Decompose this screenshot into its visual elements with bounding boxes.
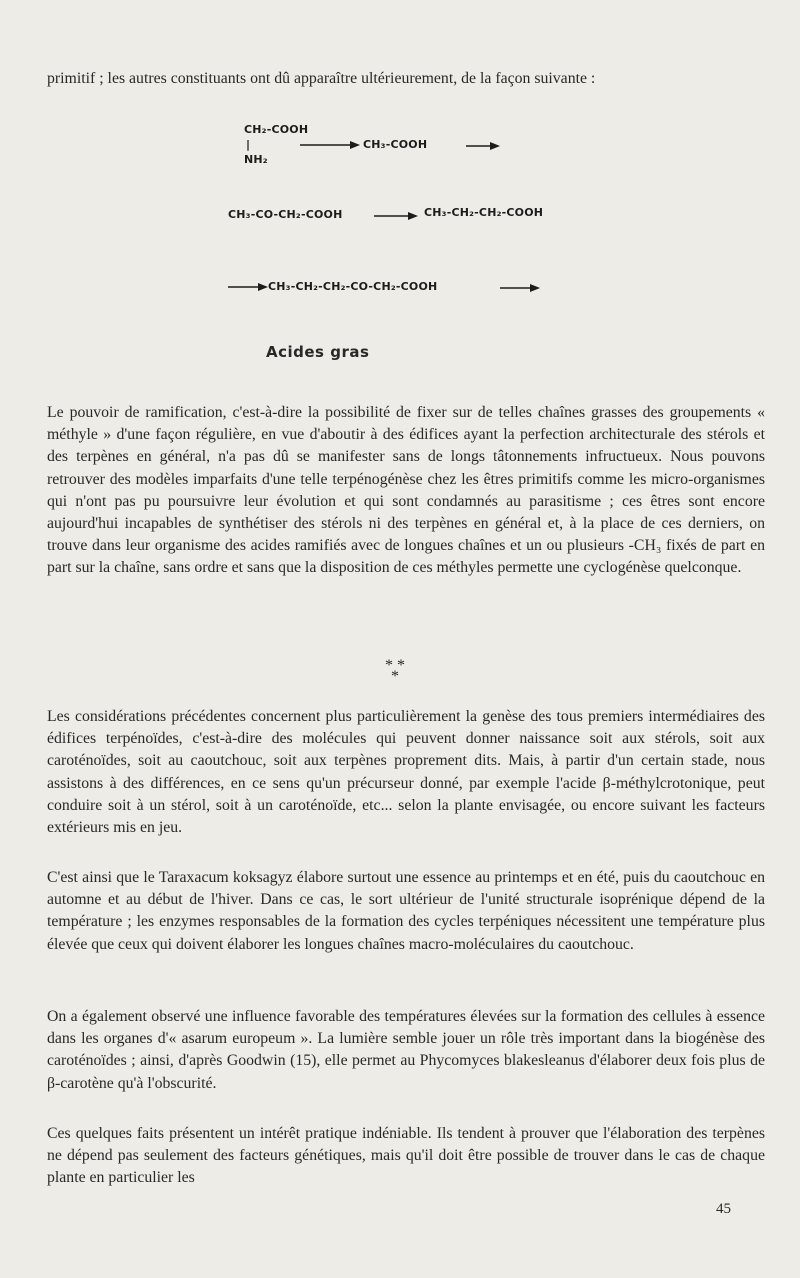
butyric-acid-formula: CH₃-CH₂-CH₂-COOH xyxy=(424,206,544,219)
paragraph-practical-interest: Ces quelques faits présentent un intérêt pratique indéniable. Ils tendent à prouver que l'élaboration des terpènes ne dépend pas seulement des facteurs génétiques, mais qu'il doit être possible de trouver dans le cas de chaque plante en particulier les xyxy=(47,1125,765,1187)
reaction-arrow-3 xyxy=(374,211,418,221)
reaction-arrow-5 xyxy=(500,283,540,293)
reaction-arrow-4 xyxy=(228,282,268,292)
paragraph-temperature-light: On a également observé une influence favorable des températures élevées sur la formation des cellules à essence dans les organes d'« asarum europeum ». La lumière semble jouer un rôle très important dans la biogénèse des caroténoïdes ; ainsi, d'après Goodwin (15), elle permet au Phycomyces blakesleanus d'élaborer deux fois plus de β-carotène qu'à l'obscurité. xyxy=(47,1008,765,1092)
reaction-arrow-2 xyxy=(466,141,500,151)
paragraph-considerations: Les considérations précédentes concernent plus particulièrement la genèse des tous premiers intermédiaires des édifices terpénoïdes, c'est-à-dire des molécules qui peuvent donner naissance soit aux stérols, soit aux caroténoïdes, soit au caoutchouc, soit aux terpènes proprement dits. Mais, à partir d'un certain stade, nous assistons à des différences, en ce sens qu'un précurseur donné, par exemple l'acide β-méthylcrotonique, peut conduire soit à un stérol, soit à un caroténoïde, etc... selon la plante envisagée, ou encore suivant les facteurs extérieurs mis en jeu. xyxy=(47,708,765,837)
intro-text: primitif ; les autres constituants ont dû apparaître ultérieurement, de la façon suivante : xyxy=(47,70,596,87)
paragraph-ramification: Le pouvoir de ramification, c'est-à-dire la possibilité de fixer sur de telles chaînes grasses des groupements « méthyle » d'une façon régulière, en vue d'aboutir à des édifices ayant la perfection architecturale des stérols et des terpènes en général, n'a pas dû se manifester sans de longs tâtonnements infructueux. Nous pouvons retrouver des modèles imparfaits d'une telle terpénogénèse chez les êtres primitifs comme les micro-organismes qui n'ont pas pu poursuivre leur évolution et qui sont condamnés au parasitisme ; ces êtres sont encore aujourd'hui incapables de synthétiser des stérols ni des terpènes en général et, à la place de ces derniers, on trouve dans leur organisme des acides ramifiés avec de longues chaînes et un ou plusieurs -CH₃ fixés de part en part sur la chaîne, sans ordre et sans que la disposition de ces méthyles permette une cyclogénèse quelconque. xyxy=(47,404,765,577)
page-number: 45 xyxy=(716,1201,731,1217)
glycine-bond: | xyxy=(246,138,251,151)
ketohexanoic-acid-formula: CH₃-CH₂-CH₂-CO-CH₂-COOH xyxy=(268,280,438,293)
scheme-caption: Acides gras xyxy=(266,343,370,361)
paragraph-taraxacum: C'est ainsi que le Taraxacum koksagyz élabore surtout une essence au printemps et en été, puis du caoutchouc en automne et au début de l'hiver. Dans ce cas, le sort ultérieur de l'unité structurale isoprénique dépend de la température ; les enzymes responsables de la formation des cycles terpéniques nécessitent une température plus élevée que ceux qui doivent élaborer les longues chaînes macro-moléculaires du caoutchouc. xyxy=(47,869,765,953)
glycine-amine: NH₂ xyxy=(244,153,268,166)
section-separator: * * * xyxy=(385,657,405,685)
glycine-formula: CH₂-COOH xyxy=(244,123,309,136)
acetic-acid-formula: CH₃-COOH xyxy=(363,138,428,151)
acetoacetic-acid-formula: CH₃-CO-CH₂-COOH xyxy=(228,208,343,221)
reaction-arrow-1 xyxy=(300,140,360,150)
